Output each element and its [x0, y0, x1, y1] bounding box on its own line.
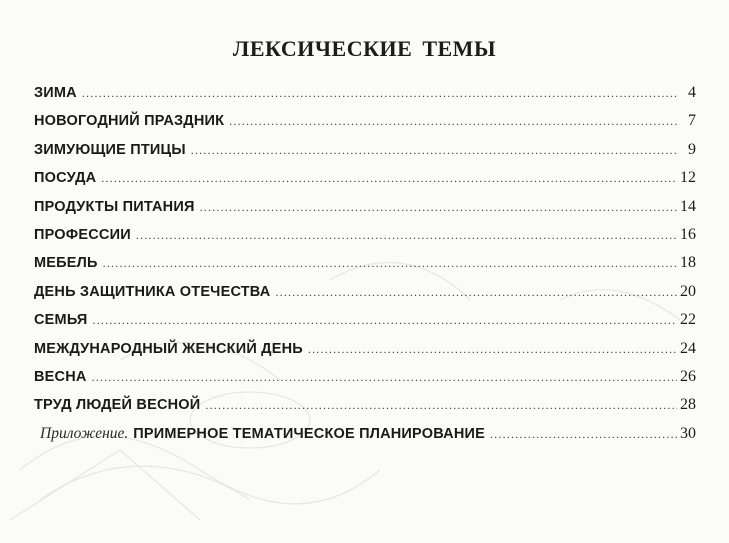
toc-dot-leader: [229, 114, 677, 129]
toc-dot-leader: [191, 143, 677, 158]
toc-entry[interactable]: [34, 169, 696, 197]
toc-dot-leader: [101, 171, 677, 186]
toc-entry[interactable]: [34, 141, 696, 169]
toc-entry-label: ЗИМА: [34, 85, 77, 101]
toc-entry[interactable]: [34, 112, 696, 140]
toc-entry[interactable]: [34, 368, 696, 396]
toc-entry-label: ПРИМЕРНОЕ ТЕМАТИЧЕСКОЕ ПЛАНИРОВАНИЕ: [133, 425, 485, 442]
toc-entry-label: ПОСУДА: [34, 170, 97, 187]
toc-entry[interactable]: [34, 311, 696, 339]
toc-page-number: 4: [688, 84, 696, 101]
table-of-contents: [34, 84, 696, 453]
toc-entry[interactable]: [34, 283, 696, 311]
toc-entry[interactable]: [34, 340, 696, 368]
appendix-prefix: Приложение.: [40, 424, 129, 442]
toc-entry[interactable]: [34, 84, 696, 112]
toc-entry-label: МЕБЕЛЬ: [34, 255, 98, 272]
toc-page-number: 28: [680, 396, 696, 414]
toc-entry[interactable]: [34, 226, 696, 254]
toc-appendix-entry[interactable]: [34, 425, 696, 453]
toc-page-number: 30: [680, 424, 696, 442]
toc-dot-leader: [308, 342, 677, 357]
toc-dot-leader: [205, 398, 677, 413]
toc-page-number: 16: [680, 225, 696, 243]
toc-dot-leader: [136, 228, 677, 243]
toc-entry-label: ТРУД ЛЮДЕЙ ВЕСНОЙ: [34, 397, 201, 414]
toc-entry-label: ДЕНЬ ЗАЩИТНИКА ОТЕЧЕСТВА: [34, 283, 271, 300]
toc-entry-label: НОВОГОДНИЙ ПРАЗДНИК: [34, 113, 225, 130]
toc-entry-label: МЕЖДУНАРОДНЫЙ ЖЕНСКИЙ ДЕНЬ: [34, 340, 303, 357]
toc-entry-label: ПРОФЕССИИ: [34, 226, 131, 243]
toc-dot-leader: [92, 370, 677, 385]
toc-page-number: 18: [680, 254, 696, 272]
toc-entry-label: СЕМЬЯ: [34, 312, 88, 329]
toc-dot-leader: [490, 427, 677, 442]
toc-page-number: 7: [688, 112, 696, 130]
toc-entry-label: ВЕСНА: [34, 368, 87, 385]
toc-page-number: 22: [680, 311, 696, 329]
toc-entry-label: ПРОДУКТЫ ПИТАНИЯ: [34, 198, 195, 215]
toc-dot-leader: [200, 200, 677, 215]
toc-page-number: 26: [680, 367, 696, 385]
toc-entry[interactable]: [34, 396, 696, 424]
toc-page-number: 20: [680, 282, 696, 300]
toc-dot-leader: [93, 313, 677, 328]
toc-entry[interactable]: [34, 198, 696, 226]
toc-page-number: 12: [680, 169, 696, 187]
toc-entry[interactable]: [34, 254, 696, 282]
toc-dot-leader: [275, 285, 677, 300]
toc-dot-leader: [103, 256, 677, 271]
page-title: ЛЕКСИЧЕСКИЕ ТЕМЫ: [232, 36, 497, 61]
toc-page-number: 14: [680, 197, 696, 215]
toc-page-number: 9: [688, 140, 696, 158]
toc-page-number: 24: [680, 339, 696, 357]
toc-entry-label: ЗИМУЮЩИЕ ПТИЦЫ: [34, 141, 186, 158]
toc-dot-leader: [82, 86, 677, 101]
